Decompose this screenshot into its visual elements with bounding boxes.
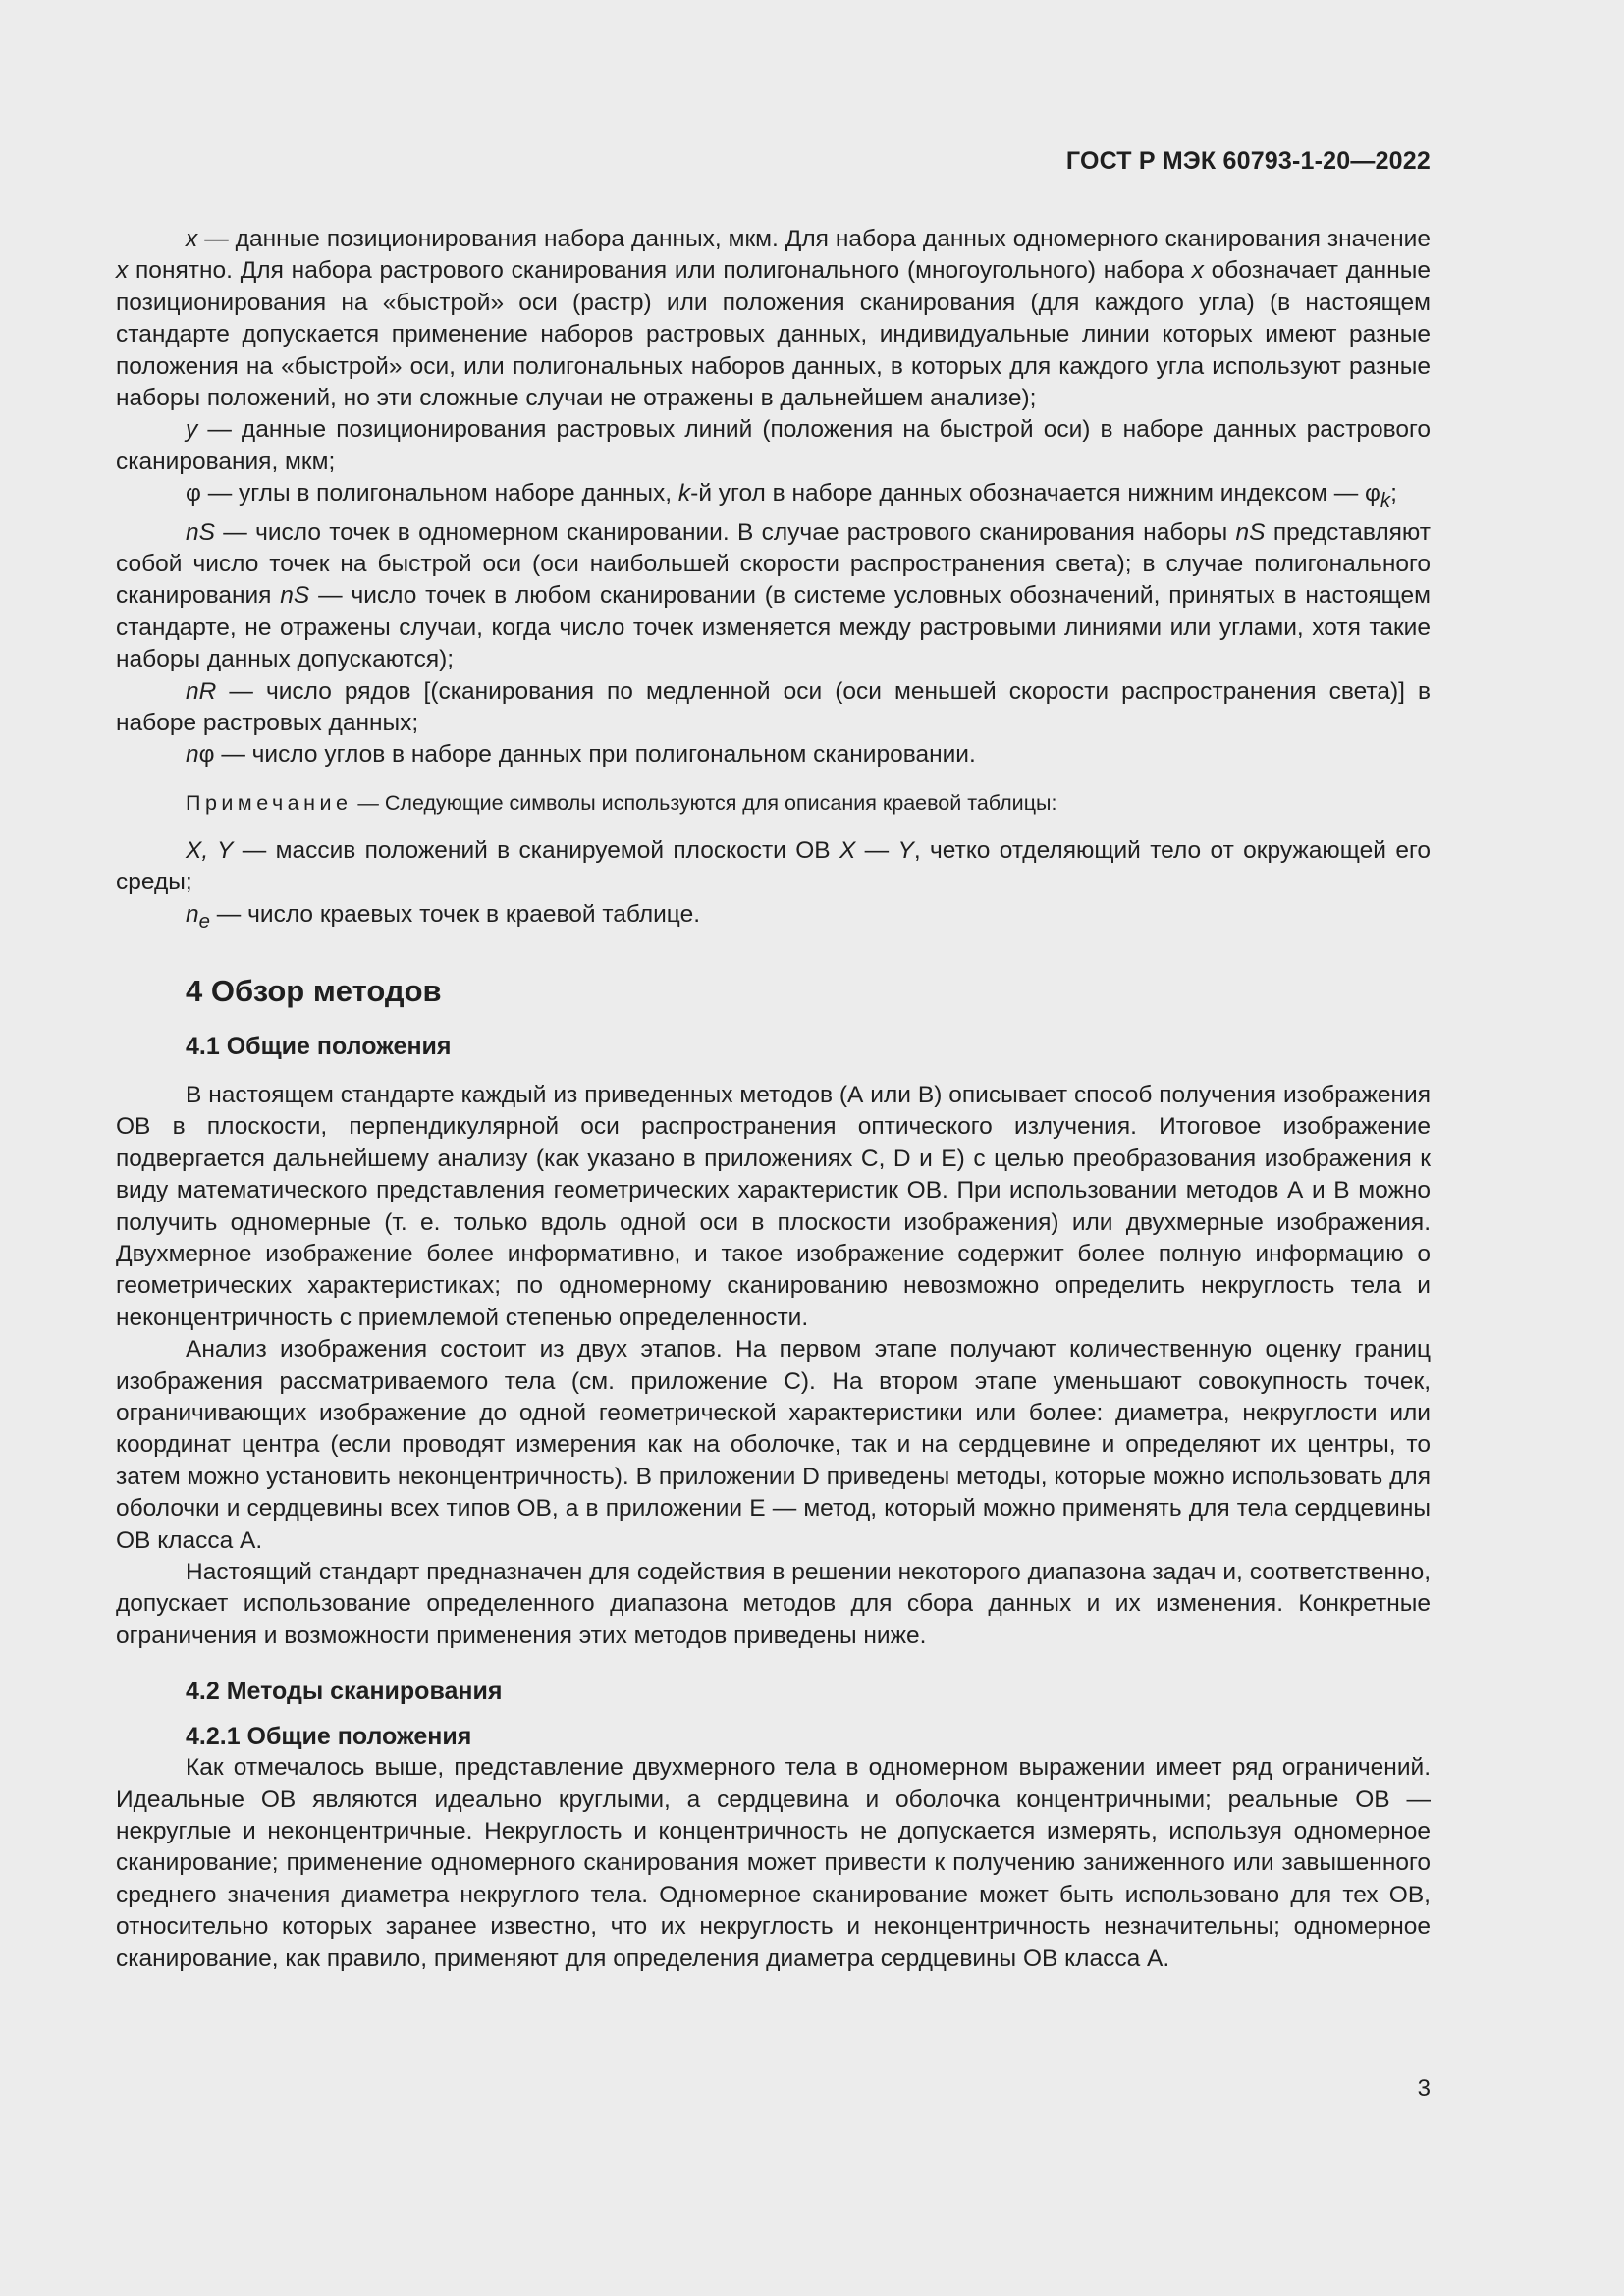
section-4-1-paragraph-3: Настоящий стандарт предназначен для содействия в решении некоторого диапазона задач и, соответственно, допускает использование определенного диапазона методов для сбора данных и их изменения. Конкретные ограничения и возможности применения этих методов приведены ниже.: [116, 1559, 1431, 1649]
definition-ne: $n_e$ — число краевых точек в краевой таблице.: [186, 900, 700, 933]
definition-phi: φ — углы в полигональном наборе данных, k-й угол в наборе данных обозначается нижним индексом — $\varphi_k$;: [186, 480, 1397, 512]
section-4-2-title: 4.2 Методы сканирования: [186, 1678, 503, 1706]
definition-x: x — данные позиционирования набора данных, мкм. Для набора данных одномерного сканирования значение x понятно. Для набора растрового сканирования или полигонального (многоугольного) набора x обозначает данные позиционирования на «быстрой» оси (растр) или положения сканирования (для каждого угла) (в настоящем стандарте допускается применение наборов растровых данных, индивидуальные линии которых имеют разные положения на «быстрой» оси, или полигональных наборов данных, в которых для каждого угла используют разные наборы положений, но эти сложные случаи не отражены в дальнейшем анализе);: [116, 226, 1431, 412]
page-number: 3: [1417, 2075, 1431, 2102]
page-body: [116, 224, 1431, 1975]
definition-ns: nS — число точек в одномерном сканировании. В случае растрового сканирования наборы nS представляют собой число точек на быстрой оси (оси наибольшей скорости распространения света); в случае полигонального сканирования nS — число точек в любом сканировании (в системе условных обозначений, принятых в настоящем стандарте, не отражены случаи, когда число точек изменяется между растровыми линиями или углами, хотя такие наборы данных допускаются);: [116, 518, 1431, 673]
section-4-1-paragraph-2: Анализ изображения состоит из двух этапов. На первом этапе получают количественную оценку границ изображения рассматриваемого тела (см. приложение С). На втором этапе уменьшают совокупность точек, ограничивающих изображение до одной геометрической характеристики или более: диаметра, некруглости или координат центра (если проводят измерения как на оболочке, так и на сердцевине и определяют их центры, то затем можно установить неконцентричность). В приложении D приведены методы, которые можно использовать для оболочки и сердцевины всех типов ОВ, а в приложении Е — метод, который можно применять для тела сердцевины ОВ класса А.: [116, 1336, 1431, 1554]
section-4-2-1-title: 4.2.1 Общие положения: [186, 1723, 472, 1751]
definition-xy: X, Y — массив положений в сканируемой плоскости ОВ X — Y, четко отделяющий тело от окружающей его среды;: [116, 836, 1431, 896]
document-code: ГОСТ Р МЭК 60793-1-20—2022: [1065, 147, 1431, 175]
note: Примечание — Следующие символы используются для описания краевой таблицы:: [186, 790, 1057, 815]
definition-y: y — данные позиционирования растровых линий (положения на быстрой оси) в наборе данных растрового сканирования, мкм;: [116, 416, 1431, 475]
section-4-1-title: 4.1 Общие положения: [186, 1032, 452, 1060]
definition-nphi: nφ — число углов в наборе данных при полигональном сканировании.: [186, 741, 976, 769]
section-4-2-1-paragraph-1: Как отмечалось выше, представление двухмерного тела в одномерном выражении имеет ряд ограничений. Идеальные ОВ являются идеально круглыми, а сердцевина и оболочка концентричными; реальные ОВ — некруглые и неконцентричные. Некруглость и концентричность не допускается измерять, используя одномерное сканирование; применение одномерного сканирования может привести к получению заниженного или завышенного среднего значения диаметра некруглого тела. Одномерное сканирование может быть использовано для тех ОВ, относительно которых заранее известно, что их некруглость и неконцентричность незначительны; одномерное сканирование, как правило, применяют для определения диаметра сердцевины ОВ класса А.: [116, 1754, 1431, 1972]
section-4-title: 4 Обзор методов: [186, 973, 442, 1008]
definition-nr: nR — число рядов [(сканирования по медленной оси (оси меньшей скорости распространения света)] в наборе растровых данных;: [116, 677, 1431, 736]
section-4-1-paragraph-1: В настоящем стандарте каждый из приведенных методов (А или В) описывает способ получения изображения ОВ в плоскости, перпендикулярной оси распространения оптического излучения. Итоговое изображение подвергается дальнейшему анализу (как указано в приложениях С, D и Е) с целью преобразования изображения к виду математического представления геометрических характеристик ОВ. При использовании методов А и В можно получить одномерные (т. е. только вдоль одной оси в плоскости изображения) или двухмерные изображения. Двухмерное изображение более информативно, и такое изображение содержит более полную информацию о геометрических характеристиках; по одномерному сканированию невозможно определить некруглость тела и неконцентричность с приемлемой степенью определенности.: [116, 1081, 1431, 1331]
